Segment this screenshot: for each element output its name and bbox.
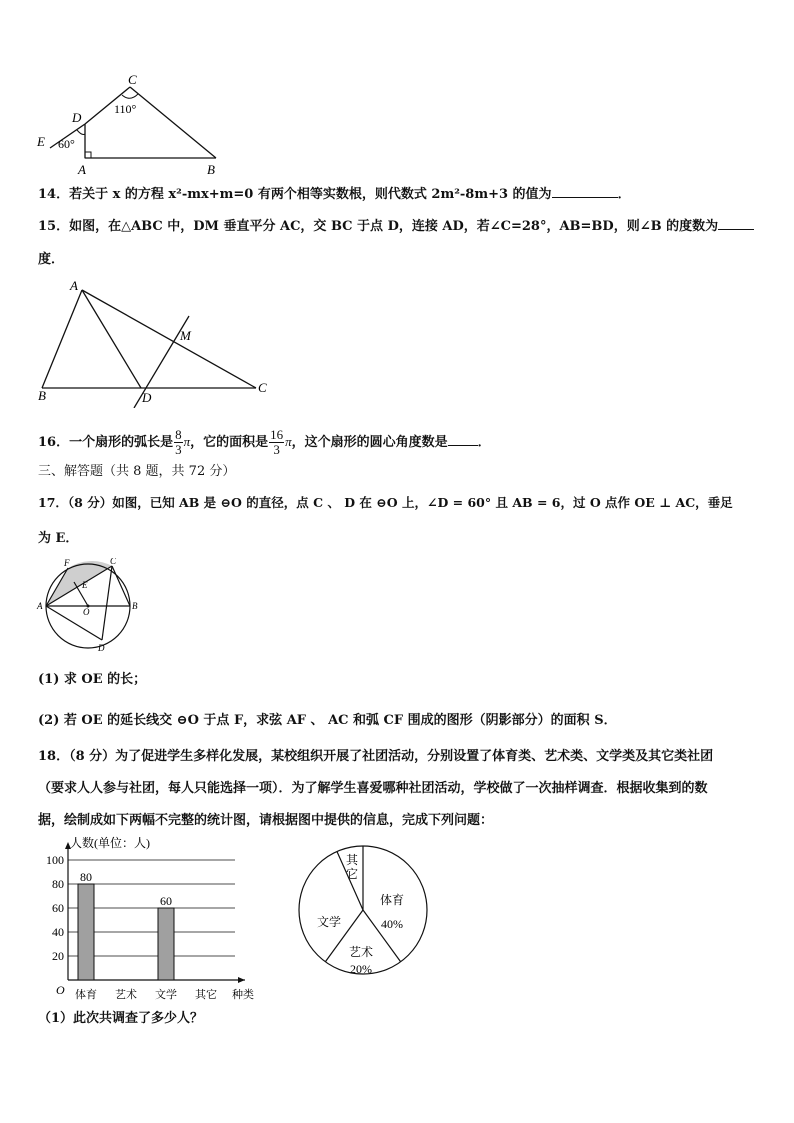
x-tick-label: 其它 xyxy=(195,989,217,1001)
x-axis-arrow xyxy=(238,977,245,983)
y-tick-label: 60 xyxy=(52,901,64,915)
question-15-line1: 15．如图，在△ABC 中，DM 垂直平分 AC，交 BC 于点 D，连接 AD，若∠C=28°，AB=BD，则∠B 的度数为 xyxy=(38,218,754,236)
label-D: D xyxy=(72,110,82,125)
x-tick-label: 艺术 xyxy=(115,989,137,1001)
pie-label-其它: 其 xyxy=(345,853,359,867)
question-18-part1: （1）此次共调查了多少人？ xyxy=(38,1011,204,1026)
question-14: 14．若关于 x 的方程 x²-mx+m=0 有两个相等实数根，则代数式 2m²-8m+3 的值为 ． xyxy=(38,187,631,202)
pie-label-文学: 文学 xyxy=(316,915,342,929)
bar-文学 xyxy=(158,908,174,980)
angle-label-110: 110° xyxy=(114,102,137,116)
triangle-figure-q13 xyxy=(30,72,230,180)
label-F: F xyxy=(64,558,70,568)
y-tick-label: 20 xyxy=(52,949,64,963)
label-O: O xyxy=(83,607,90,617)
bar-体育 xyxy=(78,884,94,980)
pie-percent-label: 20% xyxy=(350,962,372,976)
y-tick-label: 40 xyxy=(52,925,64,939)
label-B: B xyxy=(207,162,215,177)
origin-label: O xyxy=(56,983,65,997)
pie-percent-label: 40% xyxy=(381,917,403,931)
answer-blank-15 xyxy=(718,229,754,230)
pie-chart xyxy=(295,842,445,992)
pie-label-其它-2: 它 xyxy=(345,867,359,881)
question-18-line3: 据，绘制成如下两幅不完整的统计图，请根据图中提供的信息，完成下列问题： xyxy=(38,813,494,828)
answer-blank-14 xyxy=(552,197,618,198)
x-axis-title: 种类 xyxy=(232,989,254,1001)
label-D: D xyxy=(98,643,105,653)
question-16: 16．一个扇形的弧长是 $\frac{8}{3}$ π，它的面积是 $\frac{16}{3}$ π，这个扇形的圆心角度数是 ． xyxy=(38,427,491,457)
label-A: A xyxy=(70,278,78,293)
question-15-line2: 度． xyxy=(38,252,65,267)
pie-label-体育: 体育 xyxy=(379,893,405,907)
label-B: B xyxy=(38,388,46,403)
label-B: B xyxy=(132,601,138,611)
label-E: E xyxy=(82,580,88,590)
bar-data-label: 60 xyxy=(160,894,172,908)
q14-text: 14．若关于 x 的方程 x²-mx+m=0 有两个相等实数根，则代数式 2m²-8m+3 的值为 xyxy=(38,187,552,202)
fraction-8-3: $\frac{8}{3}$ xyxy=(175,427,182,457)
x-tick-label: 体育 xyxy=(75,989,97,1001)
label-E: E xyxy=(37,134,45,149)
y-axis-title: 人数(单位：人) xyxy=(70,836,150,850)
bar-chart xyxy=(30,832,275,1004)
pie-label-艺术: 艺术 xyxy=(348,945,374,959)
label-A: A xyxy=(78,162,86,177)
bar-data-label: 80 xyxy=(80,870,92,884)
fraction-16-3: $\frac{16}{3}$ xyxy=(270,427,284,457)
question-17-part2: (2) 若 OE 的延长线交 ⊖O 于点 F，求弦 AF 、 AC 和弧 CF 围成的图形（阴影部分）的面积 S． xyxy=(38,713,617,728)
question-17-line1: 17．（8 分）如图，已知 AB 是 ⊖O 的直径，点 C 、 D 在 ⊖O 上，∠D = 60° 且 AB = 6，过 O 点作 OE ⊥ AC，垂足 xyxy=(38,495,733,510)
question-18-line1: 18．（8 分）为了促进学生多样化发展，某校组织开展了社团活动，分别设置了体育类、艺术类、文学类及其它类社团 xyxy=(38,749,714,764)
x-tick-label: 文学 xyxy=(155,989,177,1001)
question-18-line2: （要求人人参与社团，每人只能选择一项）．为了解学生喜爱哪种社团活动，学校做了一次抽样调查．根据收集到的数 xyxy=(38,781,708,796)
label-C: C xyxy=(258,380,267,395)
section-title: 三、解答题（共 8 题，共 72 分） xyxy=(38,464,236,479)
question-17-part1: (1) 求 OE 的长； xyxy=(38,672,147,687)
label-D: D xyxy=(142,390,152,405)
label-A: A xyxy=(37,601,43,611)
label-C: C xyxy=(128,72,137,87)
circle-figure-q17 xyxy=(34,558,144,654)
triangle-figure-q15 xyxy=(34,278,274,408)
answer-blank-16 xyxy=(448,445,478,446)
question-17-line2: 为 E． xyxy=(38,531,79,546)
angle-label-60: 60° xyxy=(58,137,75,151)
y-tick-label: 100 xyxy=(46,853,64,867)
label-C: C xyxy=(110,558,117,566)
y-tick-label: 80 xyxy=(52,877,64,891)
label-M: M xyxy=(180,328,191,343)
